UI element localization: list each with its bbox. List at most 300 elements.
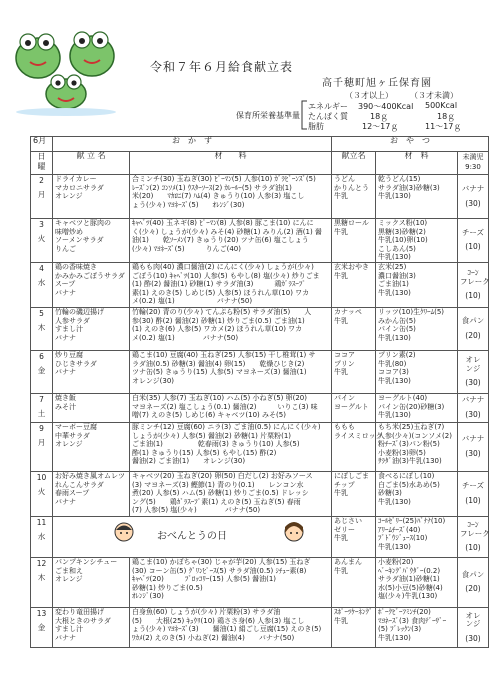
- dish-name: りんご: [55, 244, 76, 253]
- date-cell: [31, 175, 53, 219]
- snack-name: かりんとう: [334, 183, 369, 192]
- dish-name: バナナ: [55, 368, 76, 377]
- weekday: 金: [37, 365, 46, 375]
- snack-name: ヨーグルト: [334, 402, 369, 411]
- ingredient-line: マヨネーズ(2) 塩こしょう(0.1) 醤油(2) いりこ(3) 味: [132, 402, 318, 411]
- under3-item: バナナ: [461, 434, 485, 444]
- std-energy-name: エネルギー: [308, 102, 348, 111]
- snack-name: うどん: [334, 175, 355, 183]
- snack-ingredient-line: もち米(25)玉ねぎ(7): [378, 422, 445, 431]
- menu-row: [31, 219, 489, 263]
- under3-cell: [458, 422, 489, 471]
- snack-ingredient-line: 砂糖(3): [378, 489, 402, 498]
- snack-ingredient-line: ｻﾗﾀﾞ油(3)牛乳(130): [378, 457, 442, 466]
- under3-amount: (30): [465, 448, 481, 458]
- ingredient-line: (1) えのき(6) 人参(5) ワカメ(2) ほうれん草(10) ワカ: [132, 325, 303, 334]
- snack-ingredient-line: 粉ﾁｰｽﾞ(3)パン粉(5): [378, 440, 440, 449]
- snack-ingredient-line: プリン素(2): [378, 350, 416, 359]
- std-protein-name: たんぱく質: [308, 112, 348, 121]
- snack-name: ゼリー: [334, 525, 355, 534]
- dish-name: かみかみごぼうサラダ: [55, 271, 125, 280]
- snack-ingredient-line: 牛乳(130): [378, 497, 411, 506]
- ingredient-line: メ(0.2) 塩(1) バナナ(50): [132, 297, 253, 306]
- snack-name: 牛乳: [334, 489, 348, 498]
- dish-name: 大根ときのサラダ: [55, 616, 111, 625]
- under3-item: ｺｰﾝ: [467, 520, 479, 530]
- ingredient-line: キャベツ(20) 玉ねぎ(20) 卵(50) 白だし(2) お好みソース: [132, 471, 313, 480]
- dish-name: 鶏の香味焼き: [55, 262, 97, 271]
- dish-name: オレンジ: [55, 440, 83, 449]
- snack-ingredient-line: 牛乳(130): [378, 192, 411, 201]
- ingredient-line: ｷｬﾍﾞﾂ(40) 玉ネギ(8) ﾋﾟｰﾏﾝ(8) 人参(8) 豚こま(10) にんに: [132, 219, 314, 227]
- snack-name: 玄米おやき: [334, 262, 369, 271]
- date-cell: [31, 557, 53, 607]
- snack-name: 牛乳: [334, 368, 348, 377]
- date-cell: [31, 607, 53, 647]
- snack-name-cell: [332, 262, 376, 307]
- snack-ingredients-cell: [376, 219, 458, 263]
- dish-cell: [53, 393, 130, 422]
- ingredient-line: ｷｬﾍﾞﾂ(20) ﾌﾞﾛｯｺﾘｰ(15) 人参(5) 醤油(1): [132, 575, 277, 584]
- under3-cell: [458, 350, 489, 393]
- under3-amount: (20): [465, 584, 481, 594]
- snack-ingredient-line: ココア(3): [378, 368, 409, 377]
- dish-name: オレンジ: [55, 192, 83, 201]
- snack-ingredient-line: ﾏﾖﾈｰｽﾞ(3) 食肉ﾃﾞｰｻﾞｰ: [378, 616, 447, 625]
- snack-name: 牛乳: [334, 534, 348, 543]
- dish-name: キャベツと豚肉の: [55, 219, 111, 227]
- snack-ingredient-line: サラダ油(3)砂糖(3): [378, 183, 440, 192]
- snack-ingredient-line: サラダ油(1)砂糖(1): [378, 575, 440, 584]
- under3-amount: (10): [465, 495, 481, 505]
- ingredients-cell: [130, 307, 332, 350]
- menu-row: [31, 607, 489, 647]
- ingredients-cell: [130, 557, 332, 607]
- date-cell: [31, 219, 53, 263]
- snack-ingredients-cell: [376, 350, 458, 393]
- snack-name: カナッペ: [334, 307, 362, 316]
- ingredient-line: ツナ缶(5) きゅうり(15) 人参(5) マヨネーズ(3) 醤油(1): [132, 368, 307, 377]
- snack-ingredients-header: 材 料: [376, 152, 458, 175]
- under3-cell: [458, 262, 489, 307]
- under3-item: 食パン: [461, 569, 485, 579]
- snack-name: あんまん: [334, 557, 362, 566]
- ingredient-line: 鶏こま(10) 豆腐(40) 玉ねぎ(25) 人参(15) 干し椎茸(1) サ: [132, 350, 316, 359]
- ingredient-line: ょう(少々) ﾏﾖﾈｰｽﾞ(5) ｵﾚﾝｼﾞ(30): [132, 200, 245, 209]
- snack-ingredient-line: パイン缶(5): [378, 325, 416, 334]
- ingredient-line: 素(1) えのき(5) しめじ(5) 人参(5) ほうれん草(10) ワカ: [132, 288, 310, 297]
- snack-ingredient-line: パイン缶(20)砂糖(3): [378, 402, 445, 411]
- ingredients-cell: [130, 219, 332, 263]
- ingredient-line: メ(0.2) 塩(1) バナナ(50): [132, 333, 239, 342]
- menu-body: [31, 175, 489, 648]
- snack-ingredient-line: 白ごま(5)水あめ(5): [378, 480, 440, 489]
- snack-ingredient-line: ﾌﾞﾄﾞｳｼﾞｭｰｽ(10): [378, 534, 428, 543]
- snack-name: 牛乳: [334, 227, 348, 236]
- under3-item-cont: ンジ: [465, 619, 481, 629]
- day-number: 5: [39, 308, 44, 318]
- snack-ingredient-line: 牛乳(80): [378, 359, 407, 368]
- snack-ingredient-line: 牛乳(130): [378, 376, 411, 385]
- snack-name: パイン: [334, 393, 355, 402]
- ingredient-line: ごま油(1) 乾春雨(3) きゅうり(10) 人参(5): [132, 440, 300, 449]
- snack-ingredient-line: 濃口醤油(3): [378, 271, 416, 280]
- std-fat-over3: 12～17ｇ: [362, 122, 399, 131]
- weekday: 月: [37, 190, 46, 199]
- dish-name: ソーメンサラダ: [55, 236, 104, 245]
- menu-row: [31, 516, 489, 557]
- under3-header: [458, 152, 489, 175]
- snack-ingredient-line: 食べるにぼし(10): [378, 471, 435, 480]
- under3-item: バナナ: [461, 395, 485, 405]
- under3-item-cont: ンジ: [465, 363, 481, 373]
- snack-ingredient-line: 人参(少々)(コンソメ(2): [378, 431, 452, 440]
- child-boy-icon: [113, 521, 135, 543]
- under3-amount: (30): [465, 409, 481, 419]
- under3-item-cont: フレーク: [460, 528, 490, 538]
- ingredient-line: 酢(1) きゅうり(15) 人参(5) もやし(15) 酢(2): [132, 448, 277, 457]
- day-number: 3: [39, 220, 44, 229]
- ingredient-line: く(少々) しょうが(少々) みそ(4) 砂糖(1) みりん(2) 酒(1) 醤: [132, 227, 322, 236]
- under3-cell: [458, 471, 489, 516]
- under3-item: チーズ: [461, 481, 485, 491]
- ingredients-cell: [130, 393, 332, 422]
- day-number: 6: [39, 351, 44, 361]
- menu-row: [31, 262, 489, 307]
- ingredients-cell: [130, 471, 332, 516]
- ingredients-cell: [130, 607, 332, 647]
- under3-cell: [458, 219, 489, 263]
- std-fat-under3: 11～17ｇ: [425, 122, 462, 131]
- under3-label: 未満児: [462, 153, 484, 161]
- date-cell: [31, 307, 53, 350]
- day-number: 9: [39, 423, 44, 433]
- snack-ingredient-line: ﾎﾟｰｸﾋﾞｰﾌﾐﾝﾁ(20): [378, 607, 431, 616]
- dish-name: パンプキンシチュー: [55, 557, 118, 566]
- ingredients-cell: [130, 422, 332, 471]
- snack-ingredient-line: 牛乳(130): [378, 333, 411, 342]
- age-over3-label: （３才以上）: [345, 91, 393, 100]
- snack-ingredient-line: 牛乳(130): [378, 542, 411, 551]
- dish-name: スープ: [55, 280, 76, 289]
- weekday: 木: [37, 322, 46, 332]
- snack-name: 牛乳: [334, 271, 348, 280]
- dish-cell: [53, 422, 130, 471]
- ingredient-line: (3) マヨネーズ(3) 鰹節(1) 青のり(0.1) レンコン水: [132, 480, 304, 489]
- under3-item: チーズ: [461, 227, 485, 237]
- snack-name: 牛乳: [334, 316, 348, 325]
- page-title: 令和７年６月給食献立表: [150, 60, 294, 74]
- day-number: 7: [39, 394, 44, 404]
- menu-row: [31, 471, 489, 516]
- snack-ingredients-cell: [376, 262, 458, 307]
- oyatsu-header: お や つ: [332, 137, 489, 152]
- under3-cell: [458, 393, 489, 422]
- standard-label: 保育所栄養基準量: [236, 111, 300, 120]
- okazu-header: お か ず: [53, 137, 332, 152]
- date-cell: [31, 422, 53, 471]
- ingredient-line: 醤油(2) ごま油(1) オレンジ(30): [132, 457, 246, 466]
- under3-cell: [458, 307, 489, 350]
- weekday: 水: [37, 531, 46, 541]
- snack-ingredient-line: ミックス粉(10): [378, 219, 428, 227]
- month-header: 6月: [31, 137, 53, 152]
- pond: [16, 108, 116, 116]
- dish-cell: [53, 557, 130, 607]
- ingredient-line: ング(5) 鶏ｶﾞﾗｽｰﾌﾟ素(1) えのき(5) 玉ねぎ(5) 春雨: [132, 497, 301, 506]
- ingredient-line: (1) 酢(2) 醤油(1) 砂糖(1) サラダ油(3) 鶏ｶﾞﾗｽｰﾌﾟ: [132, 280, 306, 289]
- ingredient-line: (5) 大根(25) ｷｭｳﾘ(10) 鶏ささ身(6) 人参(3) 塩こし: [132, 616, 305, 625]
- dish-name: 味噌炒め: [55, 227, 83, 236]
- under3-cell: [458, 516, 489, 557]
- ingredient-line: 白米(35) 人参(7) 玉ねぎ(10) ハム(5) 小ねぎ(5) 卵(20): [132, 393, 307, 402]
- weekday: 水: [37, 277, 46, 287]
- under3-amount: (30): [465, 378, 481, 388]
- under3-item-cont: フレーク: [460, 276, 490, 286]
- under3-item: バナナ: [461, 183, 485, 193]
- frog-left: [16, 34, 60, 78]
- snack-ingredient-line: 小麦粉(3)卵(5): [378, 448, 426, 457]
- snack-ingredient-line: ｺｰﾙｾﾞﾘｰ(25)ﾊﾞﾅﾅ(10): [378, 516, 446, 525]
- snack-ingredient-line: 黒糖(3)砂糖(2): [378, 227, 426, 236]
- ingredient-line: 油(1) 乾ｿｰﾒﾝ(7) きゅうり(20) ツナ缶(6) 塩こしょう: [132, 236, 309, 245]
- ingredient-line: ﾜｶﾒ(2) えのき(5) 小ねぎ(2) 醤油(4) バナナ(50): [132, 633, 295, 642]
- snack-name-cell: [332, 175, 376, 219]
- ingredient-line: 鶏もも肉(40) 濃口醤油(2) にんにく(少々) しょうが(少々): [132, 262, 314, 271]
- dish-name: れんこんサラダ: [55, 480, 104, 489]
- day-number: 13: [36, 608, 47, 618]
- snack-name: 牛乳: [334, 192, 348, 201]
- under3-item: オレ: [465, 355, 481, 365]
- weekday: 金: [37, 622, 46, 632]
- under3-item: オレ: [465, 610, 481, 620]
- snack-ingredients-cell: [376, 175, 458, 219]
- dish-name: 春雨スープ: [55, 489, 90, 498]
- under3-time: 9:30: [465, 163, 481, 171]
- ingredient-line: ｵﾚﾝｼﾞ(30): [132, 592, 164, 601]
- dish-cell: [53, 307, 130, 350]
- standards-bracket: [300, 100, 308, 130]
- under3-amount: (30): [465, 633, 481, 643]
- snack-name-cell: [332, 516, 376, 557]
- dish-cell: [53, 219, 130, 263]
- snack-ingredient-line: ｱﾘｰﾑﾁｰｽﾞ(40): [378, 525, 421, 534]
- date-cell: [31, 350, 53, 393]
- ingredient-line: 白身魚(60) しょうが(少々) 片栗粉(3) サラダ油: [132, 607, 281, 616]
- menu-row: [31, 557, 489, 607]
- menu-table: [30, 136, 489, 648]
- snack-ingredient-line: こしあん(5): [378, 244, 416, 253]
- dish-name: バナナ: [55, 633, 76, 642]
- under3-amount: (10): [465, 543, 481, 553]
- date-cell: [31, 262, 53, 307]
- snack-name: ももも: [334, 422, 355, 431]
- snack-name-cell: [332, 607, 376, 647]
- snack-name: チップ: [334, 480, 355, 489]
- snack-name: ｽﾎﾟｰﾂｹｰﾈﾝｸﾞ: [334, 607, 373, 616]
- snack-ingredients-cell: [376, 471, 458, 516]
- date-cell: [31, 516, 53, 557]
- dish-name: 変わり竜田揚げ: [55, 607, 104, 616]
- snack-ingredient-line: ヨーグルト(40): [378, 393, 428, 402]
- menu-row: [31, 307, 489, 350]
- ingredient-line: ﾚｰｽﾞﾝ(2) ｺﾝｿﾒ(1) ｳｽﾀｰｿｰｽ(2) ｶﾚｰﾙｰ(5) サラダ油(1): [132, 183, 292, 192]
- bento-day-cell: [53, 516, 332, 557]
- menu-row: [31, 422, 489, 471]
- under3-item: 食パン: [461, 316, 485, 326]
- date-cell: [31, 471, 53, 516]
- snack-ingredients-cell: [376, 516, 458, 557]
- age-under3-label: （３才未満）: [410, 91, 458, 100]
- under3-cell: [458, 175, 489, 219]
- dish-name: バナナ: [55, 497, 76, 506]
- ingredients-header: 材 料: [130, 152, 332, 175]
- snack-name-cell: [332, 307, 376, 350]
- snack-ingredients-cell: [376, 422, 458, 471]
- snack-name: ライスミロック: [334, 431, 383, 440]
- dish-name: マーボー豆腐: [55, 422, 97, 431]
- dish-cell: [53, 471, 130, 516]
- menu-row: [31, 175, 489, 219]
- bento-day-label: おべんとうの日: [157, 530, 227, 542]
- dish-name: 人参サラダ: [55, 316, 90, 325]
- frogs-illustration: [8, 16, 126, 116]
- snack-ingredient-line: 牛乳(130): [378, 633, 411, 642]
- snack-ingredient-line: 牛乳(130): [378, 288, 411, 297]
- ingredient-line: 鶏こま(10) かぼちゃ(30) じゃが芋(20) 人参(15) 玉ねぎ: [132, 557, 311, 566]
- menu-name-header: 献 立 名: [53, 152, 130, 175]
- day-number: 11: [36, 517, 47, 527]
- snack-ingredients-cell: [376, 607, 458, 647]
- snack-ingredient-line: 塩(少々)牛乳(130): [378, 592, 438, 601]
- ingredient-line: 参(30) 酢(2) 醤油(2) 砂糖(1) 炒りごま(0.5) ごま油(1): [132, 316, 305, 325]
- weekday: 木: [37, 572, 46, 582]
- ingredient-line: (少々) ﾏﾖﾈｰｽﾞ(5) りんご(40): [132, 244, 241, 253]
- ingredient-line: 合ミンチ(30) 玉ねぎ(30) ﾋﾟｰﾏﾝ(5) 人参(10) ｶﾞﾗﾋﾞｰﾝｽﾞ(5): [132, 175, 316, 183]
- snack-ingredients-cell: [376, 393, 458, 422]
- snack-ingredient-line: リッツ(10)生ｸﾘｰﾑ(5): [378, 307, 445, 316]
- dish-name: すまし汁: [55, 625, 83, 634]
- ingredient-line: 豚ミンチ(12) 豆腐(60) ニラ(3) ごま油(0.5) にんにく(少々): [132, 422, 321, 431]
- snack-name-cell: [332, 422, 383, 471]
- day-weekday-header: [31, 152, 53, 175]
- dish-cell: [53, 175, 130, 219]
- snack-ingredient-line: 小麦粉(20): [378, 557, 414, 566]
- weekday: 月: [37, 437, 46, 447]
- dish-name: すまし汁: [55, 325, 83, 334]
- ingredient-line: 砂糖(1) 炒りごま(0.5): [132, 583, 203, 592]
- snack-ingredient-line: 牛乳(130): [378, 411, 411, 420]
- snack-name-cell: [332, 350, 376, 393]
- dish-name: マカロニサラダ: [55, 183, 104, 192]
- ingredient-line: ょう(少々) ﾏﾖﾈｰｽﾞ(3) 醤油(1) 絹ごし豆腐(15) えのき(5): [132, 625, 322, 634]
- under3-amount: (30): [465, 198, 481, 208]
- snack-name-cell: [332, 393, 376, 422]
- snack-name: 牛乳: [334, 616, 348, 625]
- std-energy-under3: 500Kcal: [425, 101, 458, 110]
- snack-ingredient-line: 牛乳(10)卵(10): [378, 236, 428, 245]
- ingredients-cell: [130, 350, 332, 393]
- ingredients-cell: [130, 175, 332, 219]
- dish-name: 炒り豆腐: [55, 350, 83, 359]
- day-header: 日: [37, 152, 46, 161]
- ingredient-line: (7) 人参(5) 塩(少々) バナナ(50): [132, 506, 261, 515]
- weekday-header: 曜: [37, 162, 46, 171]
- ingredient-line: 噌(7) えのき(5) しめじ(6) キャベツ(10) みそ(5): [132, 411, 286, 420]
- std-energy-over3: 390～400Kcal: [358, 102, 414, 111]
- dish-cell: [53, 350, 130, 393]
- under3-amount: (20): [465, 330, 481, 340]
- dish-name: 竹輪の磯辺揚げ: [55, 307, 104, 316]
- snack-name-header: 献立名: [332, 152, 376, 175]
- day-number: 10: [36, 472, 47, 482]
- ingredient-line: ごぼう(10) ｷｬﾍﾞﾂ(10) 人参(5) もやし(8) 塩(少々) 炒りごま: [132, 271, 320, 280]
- weekday: 土: [37, 408, 46, 418]
- snack-name: ココア: [334, 350, 355, 359]
- dish-cell: [53, 262, 130, 307]
- organization-name: 高千穂町旭ヶ丘保育園: [322, 78, 432, 89]
- snack-name: 黒糖ロール: [334, 219, 369, 227]
- snack-ingredient-line: 玄米(25): [378, 262, 407, 271]
- dish-name: バナナ: [55, 288, 76, 297]
- snack-name: 牛乳: [334, 566, 348, 575]
- dish-name: ごま和え: [55, 566, 83, 575]
- snack-ingredient-line: (5) ﾌﾞﾚｯｸﾝ(3): [378, 625, 422, 634]
- under3-item: ｺｰﾝ: [467, 268, 479, 278]
- frog-bottom: [46, 75, 86, 109]
- snack-ingredients-cell: [376, 557, 458, 607]
- snack-name-cell: [332, 471, 376, 516]
- ingredient-line: オレンジ(30): [132, 376, 175, 385]
- dish-name: オレンジ: [55, 575, 83, 584]
- date-cell: [31, 393, 53, 422]
- weekday: 火: [37, 234, 46, 243]
- dish-name: 中華サラダ: [55, 431, 90, 440]
- std-protein-over3: 18ｇ: [370, 112, 389, 121]
- day-number: 2: [39, 176, 44, 185]
- std-protein-under3: 18ｇ: [437, 112, 456, 121]
- snack-name: あじさい: [334, 516, 362, 525]
- menu-row: [31, 350, 489, 393]
- ingredient-line: 煮(20) 人参(5) ハム(5) 砂糖(1) 炒りごま(0.5) ドレッシ: [132, 489, 309, 498]
- dish-name: ひじきサラダ: [55, 359, 97, 368]
- snack-ingredient-line: 牛乳(130): [378, 253, 411, 262]
- ingredient-line: 米(20) ﾏｶﾛﾆ(7) ﾊﾑ(4) きゅうり(10) 人参(3) 塩こし: [132, 192, 305, 201]
- snack-name: にぼしごま: [334, 471, 369, 480]
- snack-ingredient-line: みかん缶(5): [378, 316, 416, 325]
- snack-name: プリン: [334, 359, 355, 368]
- menu-row: [31, 393, 489, 422]
- snack-ingredient-line: 乾うどん(15): [378, 175, 421, 183]
- weekday: 火: [37, 486, 46, 496]
- dish-name: ドライカレー: [55, 175, 97, 183]
- snack-ingredient-line: ﾍﾞｰｷﾝｸﾞﾊﾟｳﾀﾞｰ(0.2): [378, 566, 441, 575]
- frog-right: [70, 32, 114, 76]
- under3-cell: [458, 557, 489, 607]
- under3-amount: (10): [465, 242, 481, 252]
- ingredient-line: ラダ油(0.5) 砂糖(3) 醤油(4) 卵(15) 乾燥ひじき(2): [132, 359, 305, 368]
- day-number: 4: [39, 263, 44, 273]
- dish-name: お好み焼き風オムレツ: [55, 471, 125, 480]
- snack-ingredient-line: ごま油(1): [378, 280, 409, 289]
- snack-name-cell: [332, 219, 376, 263]
- std-fat-name: 脂肪: [308, 122, 324, 131]
- under3-amount: (10): [465, 291, 481, 301]
- ingredient-line: 竹輪(20) 青のり(少々) てんぷら粉(5) サラダ油(5) 人: [132, 307, 312, 316]
- snack-name-cell: [332, 557, 376, 607]
- ingredient-line: しょうが(少々) 人参(5) 醤油(2) 砂糖(1) 片栗粉(1): [132, 431, 292, 440]
- under3-cell: [458, 607, 489, 647]
